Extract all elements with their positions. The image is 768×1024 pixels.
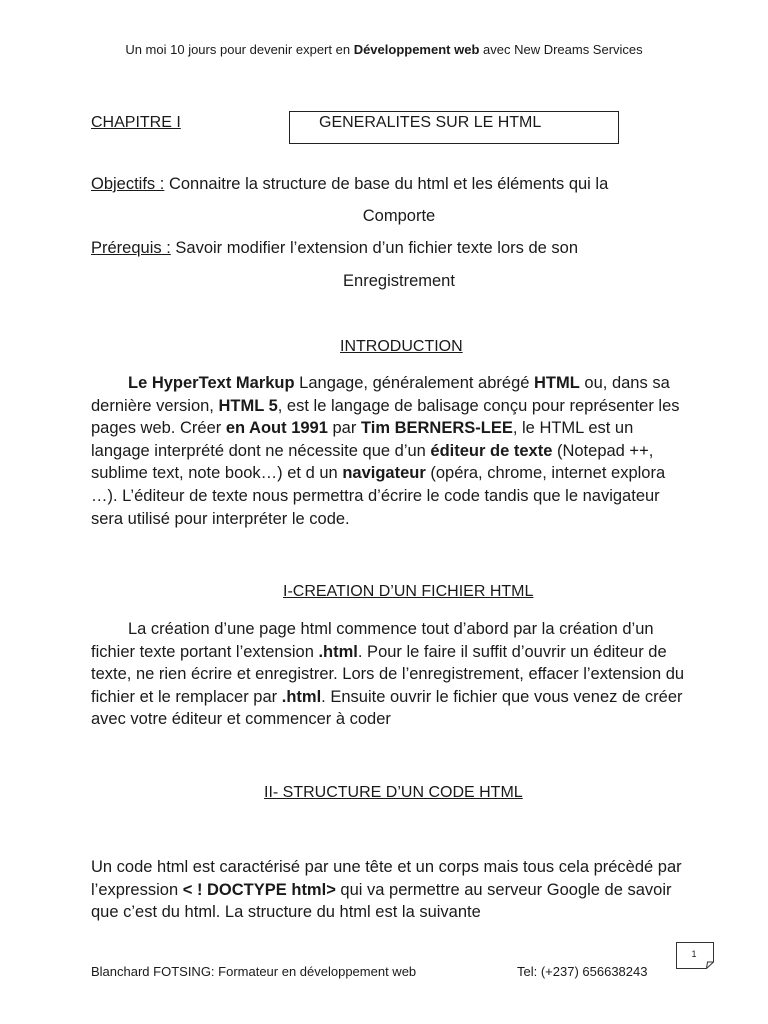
- intro-browser: navigateur: [342, 464, 426, 483]
- intro-text: , est le langage de balisage conçu pour représenter les pages web. Créer: [91, 396, 680, 438]
- intro-html5: HTML 5: [218, 396, 278, 415]
- section2-doctype: < ! DOCTYPE html>: [182, 880, 336, 899]
- prerequis-continuation: Enregistrement: [343, 272, 455, 290]
- introduction-title: INTRODUCTION: [340, 338, 463, 355]
- objectifs-label: Objectifs :: [91, 175, 165, 193]
- intro-text: , le HTML est un langage interprété dont ne nécessite que d’un: [91, 419, 634, 460]
- header-text-bold: Développement web: [353, 42, 480, 57]
- section1-text: . Ensuite ouvrir le fichier que vous venez de créer avec votre éditeur et commencer à coder: [91, 687, 683, 729]
- intro-text: (Notepad ++, sublime text, note book…) et d un: [91, 441, 654, 483]
- intro-hypertext: Le HyperText Markup: [128, 374, 295, 392]
- section1-text: La création d’une page html commence tout d’abord par la création d’un fichier texte portant l’extension: [91, 620, 654, 661]
- objectifs-text: Connaitre la structure de base du html et les éléments qui la: [164, 175, 609, 193]
- section1-title: I-CREATION D’UN FICHIER HTML: [283, 583, 534, 600]
- prerequis-line: [91, 239, 578, 258]
- intro-text: ou, dans sa dernière version,: [91, 374, 670, 415]
- intro-date: en Aout 1991: [225, 419, 328, 438]
- intro-author: Tim BERNERS-LEE: [360, 419, 513, 438]
- objectifs-continuation: Comporte: [362, 207, 436, 225]
- intro-text: par: [327, 419, 361, 438]
- page-number: 1: [691, 949, 697, 959]
- page-header: [0, 42, 768, 57]
- footer-phone: Tel: (+237) 656638243: [517, 964, 648, 979]
- prerequis-label: Prérequis :: [91, 239, 171, 257]
- section2-title: II- STRUCTURE D’UN CODE HTML: [264, 784, 523, 801]
- prerequis-text: Savoir modifier l’extension d’un fichier texte lors de son: [170, 239, 578, 257]
- section1-ext: .html: [281, 687, 322, 706]
- section1-text: . Pour le faire il suffit d’ouvrir un éditeur de texte, ne rien écrire et enregistrer. Lors de l’enregistrement, effacer l’extension du fichier et le remplacer par: [91, 642, 685, 706]
- section2-text: qui va permettre au serveur Google de savoir que c’est du html. La structure du html est la suivante: [91, 880, 672, 922]
- header-text-pre: Un moi 10 jours pour devenir expert en: [125, 42, 354, 57]
- page-number-box: [676, 942, 714, 969]
- section2-paragraph: [91, 856, 691, 924]
- section1-paragraph: [91, 618, 691, 731]
- intro-html: HTML: [534, 374, 580, 392]
- intro-text: (opéra, chrome, internet explora …). L’éditeur de texte nous permettra d’écrire le code tandis que le navigateur sera utilisé pour interpréter le code.: [91, 464, 666, 528]
- section2-text: Un code html est caractérisé par une tête et un corps mais tous cela précèdé par l’expression: [91, 858, 682, 899]
- chapter-title: GENERALITES SUR LE HTML: [319, 114, 542, 131]
- section1-ext: .html: [318, 642, 358, 661]
- chapter-title-box: [289, 111, 619, 144]
- objectifs-line: [91, 175, 608, 194]
- chapter-label: CHAPITRE I: [91, 114, 181, 131]
- header-text-post: avec New Dreams Services: [479, 42, 643, 57]
- intro-editor: éditeur de texte: [430, 441, 553, 460]
- intro-text: Langage, généralement abrégé: [294, 374, 535, 392]
- footer-author: Blanchard FOTSING: Formateur en développement web: [91, 964, 417, 979]
- introduction-paragraph: [91, 372, 691, 530]
